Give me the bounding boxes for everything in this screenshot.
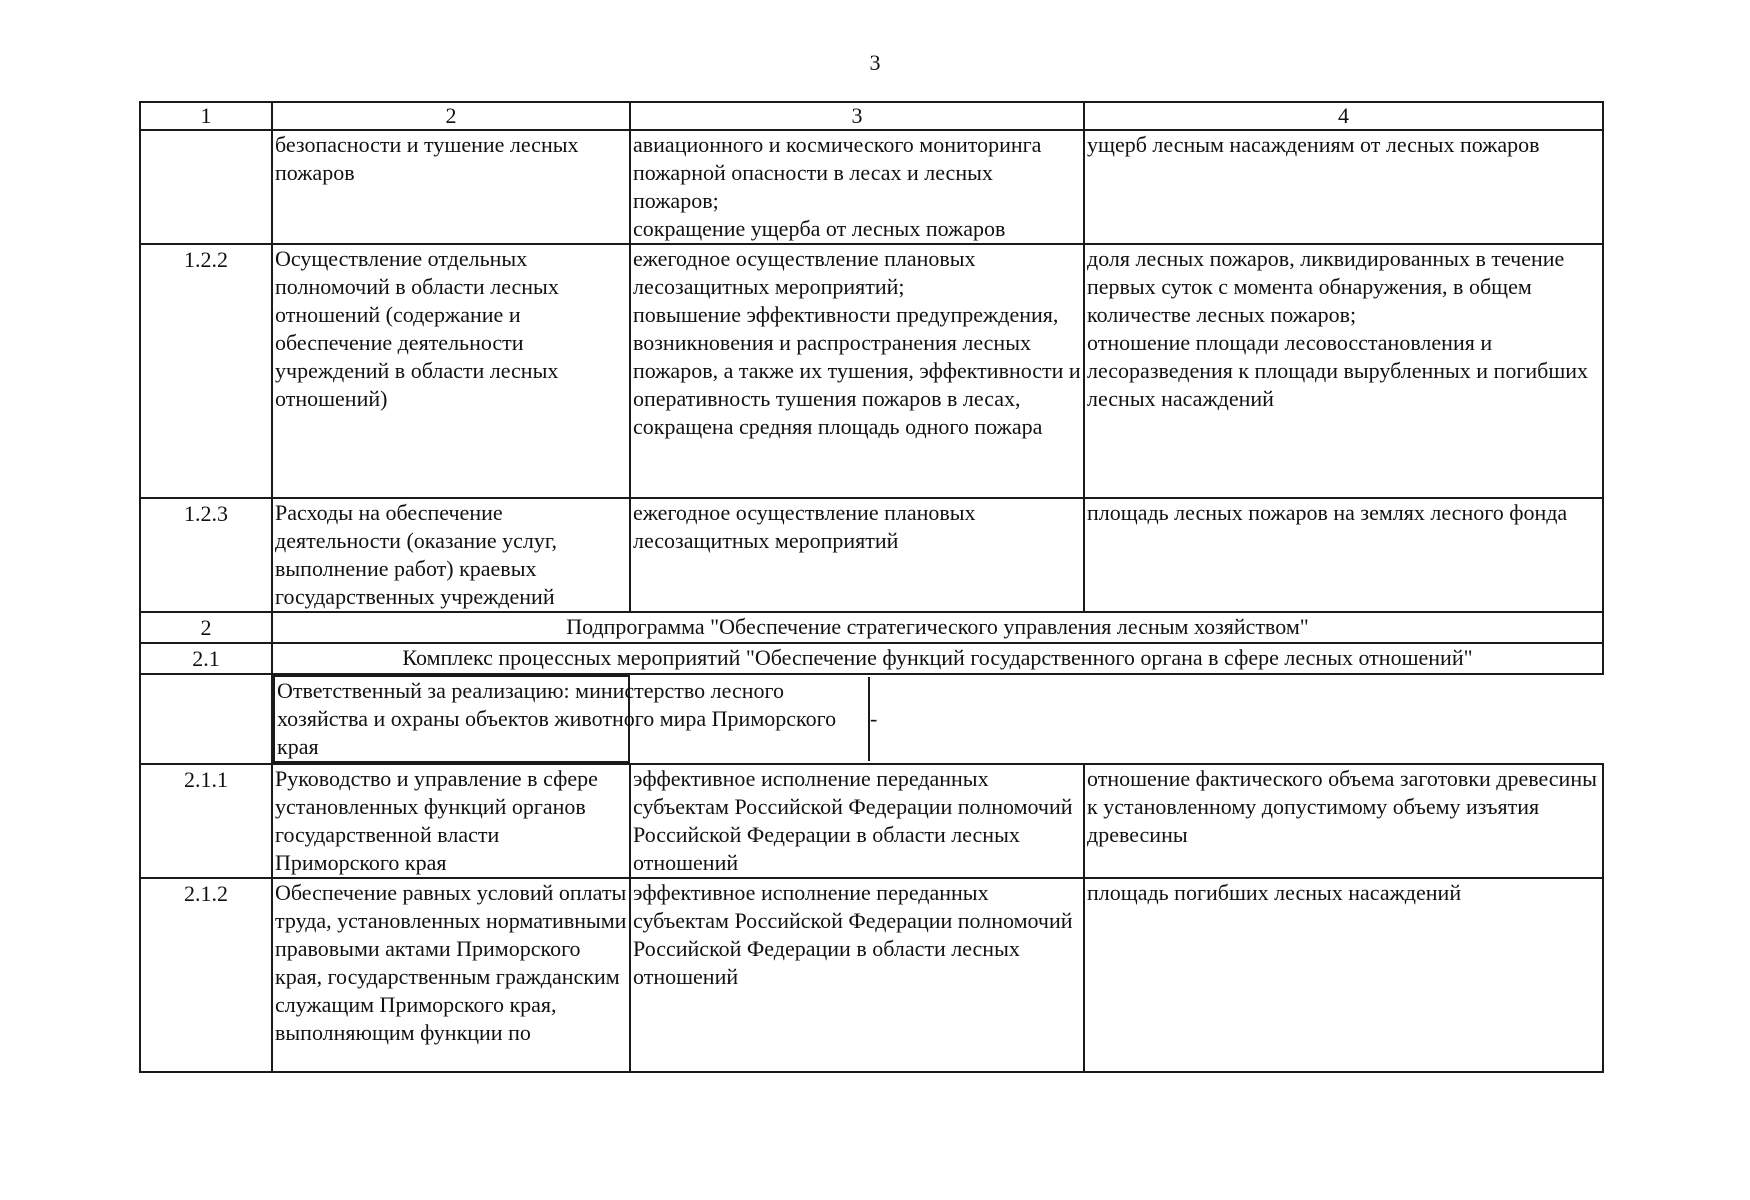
- row-number: 2.1.2: [140, 878, 272, 1072]
- indicator-line: доля лесных пожаров, ликвидированных в течение первых суток с момента обнаружения, в общем количестве лесных пожаров;: [1087, 246, 1565, 327]
- table-row: [140, 764, 1603, 878]
- page-number: 3: [869, 50, 881, 75]
- responsible-dash: -: [870, 706, 878, 731]
- expected-result: [630, 130, 1084, 244]
- result-line: авиационного и космического мониторинга пожарной опасности в лесах и лесных пожаров;: [633, 132, 1042, 213]
- expected-result: [630, 244, 1084, 498]
- table-row: [140, 130, 1603, 244]
- measure-name: безопасности и тушение лесных пожаров: [272, 130, 630, 244]
- responsible-row: [140, 674, 1603, 764]
- row-number: 2: [140, 612, 272, 643]
- row-number: [140, 130, 272, 244]
- table-row: [140, 244, 1603, 498]
- expected-result: ежегодное осуществление плановых лесозащитных мероприятий: [630, 498, 1084, 612]
- responsible-cell: [273, 675, 878, 763]
- expected-result: эффективное исполнение переданных субъектам Российской Федерации полномочий Российской Федерации в области лесных отношений: [630, 878, 1084, 1072]
- header-cell-4: 4: [1084, 102, 1603, 130]
- row-number: 2.1.1: [140, 764, 272, 878]
- measure-name: Расходы на обеспечение деятельности (оказание услуг, выполнение работ) краевых государственных учреждений: [272, 498, 630, 612]
- expected-result: эффективное исполнение переданных субъектам Российской Федерации полномочий Российской Федерации в области лесных отношений: [630, 764, 1084, 878]
- complex-title: Комплекс процессных мероприятий "Обеспечение функций государственного органа в сфере лесных отношений": [272, 643, 1603, 674]
- header-cell-3: 3: [630, 102, 1084, 130]
- row-number: 1.2.3: [140, 498, 272, 612]
- header-cell-1: 1: [140, 102, 272, 130]
- indicator: площадь погибших лесных насаждений: [1084, 878, 1603, 1072]
- responsible-text: Ответственный за реализацию: министерство лесного хозяйства и охраны объектов животного мира Приморского края: [275, 677, 870, 761]
- subprogram-title: Подпрограмма "Обеспечение стратегического управления лесным хозяйством": [272, 612, 1603, 643]
- table: [139, 101, 1604, 1073]
- row-number: 2.1: [140, 643, 272, 674]
- indicator: отношение фактического объема заготовки древесины к установленному допустимому объему изъятия древесины: [1084, 764, 1603, 878]
- result-line: ежегодное осуществление плановых лесозащитных мероприятий;: [633, 246, 976, 299]
- indicator: ущерб лесным насаждениям от лесных пожаров: [1084, 130, 1603, 244]
- measures-table: [139, 101, 1602, 1073]
- table-header-row: [140, 102, 1603, 130]
- indicator: [1084, 244, 1603, 498]
- complex-row: [140, 643, 1603, 674]
- indicator-line: отношение площади лесовосстановления и лесоразведения к площади вырубленных и погибших лесных насаждений: [1087, 330, 1589, 411]
- subprogram-row: [140, 612, 1603, 643]
- indicator: площадь лесных пожаров на землях лесного фонда: [1084, 498, 1603, 612]
- result-line: повышение эффективности предупреждения, возникновения и распространения лесных пожаров, а также их тушения, эффективности и оперативность тушения пожаров в лесах, сокращена средняя площадь одного пожара: [633, 302, 1081, 439]
- header-cell-2: 2: [272, 102, 630, 130]
- row-number: 1.2.2: [140, 244, 272, 498]
- table-row: [140, 498, 1603, 612]
- row-number: [140, 674, 272, 764]
- table-row: [140, 878, 1603, 1072]
- result-line: сокращение ущерба от лесных пожаров: [633, 216, 1006, 241]
- measure-name: Руководство и управление в сфере установленных функций органов государственной власти Приморского края: [272, 764, 630, 878]
- measure-name: Осуществление отдельных полномочий в области лесных отношений (содержание и обеспечение деятельности учреждений в области лесных отношений): [272, 244, 630, 498]
- measure-name: Обеспечение равных условий оплаты труда, установленных нормативными правовыми актами Приморского края, государственным гражданским служащим Приморского края, выполняющим функции по: [272, 878, 630, 1072]
